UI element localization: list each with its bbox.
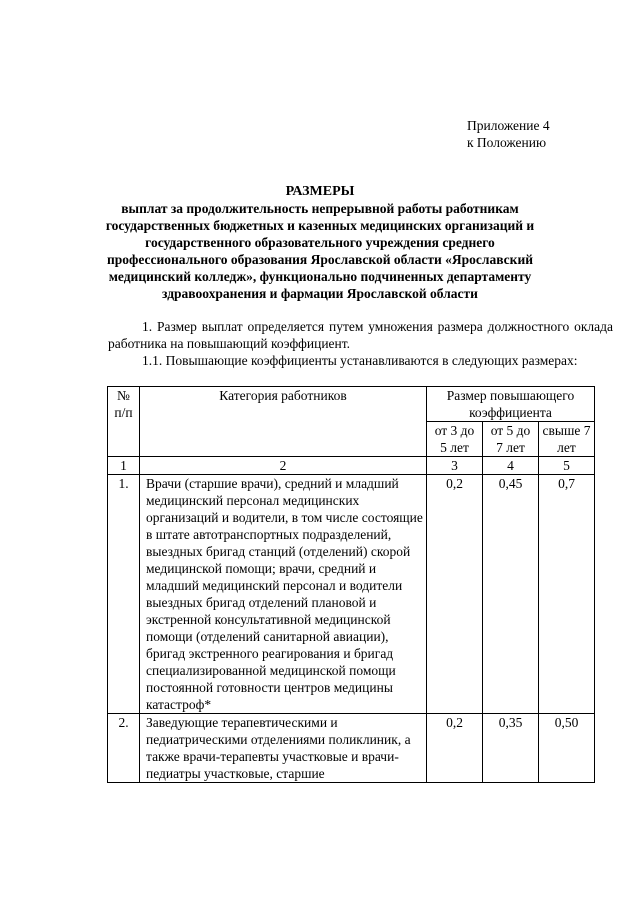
row-category: Врачи (старшие врачи), средний и младший медицинский персонал медицинских организаций и водители, в том числе состоящие в штате автотранспортных подразделений, выездных бригад станций (отделений) скорой медицинской помощи; врачи, средний и младший медицинский персонал и водители выездных бригад отделений плановой и экстренной консультативной медицинской помощи (отделений санитарной авиации), бригад экстренного реагирования и бригад специализированной медицинской помощи постоянной готовности центров медицины катастроф*: [140, 475, 427, 714]
row-value-over-7: 0,7: [539, 475, 595, 714]
row-value-5-7: 0,35: [483, 714, 539, 783]
column-number: 4: [483, 457, 539, 475]
column-number: 3: [427, 457, 483, 475]
column-number: 2: [140, 457, 427, 475]
paragraph-1-text: 1. Размер выплат определяется путем умножения размера должностного оклада работника на повышающий коэффициент.: [108, 319, 613, 351]
column-number-row: [108, 457, 595, 475]
table-row: [108, 475, 595, 714]
coefficients-table: [107, 386, 595, 783]
row-value-3-5: 0,2: [427, 714, 483, 783]
row-category: Заведующие терапевтическими и педиатрическими отделениями поликлиник, а также врачи-терапевты участковые и врачи-педиатры участковые, старшие: [140, 714, 427, 783]
row-number: 2.: [108, 714, 140, 783]
column-number: 5: [539, 457, 595, 475]
annex-number: Приложение 4: [467, 118, 550, 133]
header-coefficient: Размер повышающего коэффициента: [427, 387, 595, 422]
annex-regulation: к Положению: [467, 135, 547, 150]
title-line: здравоохранения и фармации Ярославской области: [162, 286, 478, 301]
title-line: выплат за продолжительность непрерывной работы работникам: [121, 201, 519, 216]
title-line: медицинский колледж», функционально подчиненных департаменту: [108, 269, 532, 284]
row-value-5-7: 0,45: [483, 475, 539, 714]
header-category: Категория работников: [140, 387, 427, 457]
paragraph-1-1-text: 1.1. Повышающие коэффициенты устанавливаются в следующих размерах:: [142, 353, 578, 368]
title-heading: РАЗМЕРЫ: [285, 184, 355, 199]
title-line: государственных бюджетных и казенных медицинских организаций и: [105, 218, 535, 233]
row-value-over-7: 0,50: [539, 714, 595, 783]
header-3-5-years: от 3 до 5 лет: [427, 422, 483, 457]
header-5-7-years: от 5 до 7 лет: [483, 422, 539, 457]
row-number: 1.: [108, 475, 140, 714]
row-value-3-5: 0,2: [427, 475, 483, 714]
title-line: профессионального образования Ярославской области «Ярославский: [106, 252, 534, 267]
column-number: 1: [108, 457, 140, 475]
title-line: государственного образовательного учреждения среднего: [145, 235, 495, 250]
table-row: [108, 714, 595, 783]
header-number: № п/п: [108, 387, 140, 457]
header-over-7-years: свыше 7 лет: [539, 422, 595, 457]
